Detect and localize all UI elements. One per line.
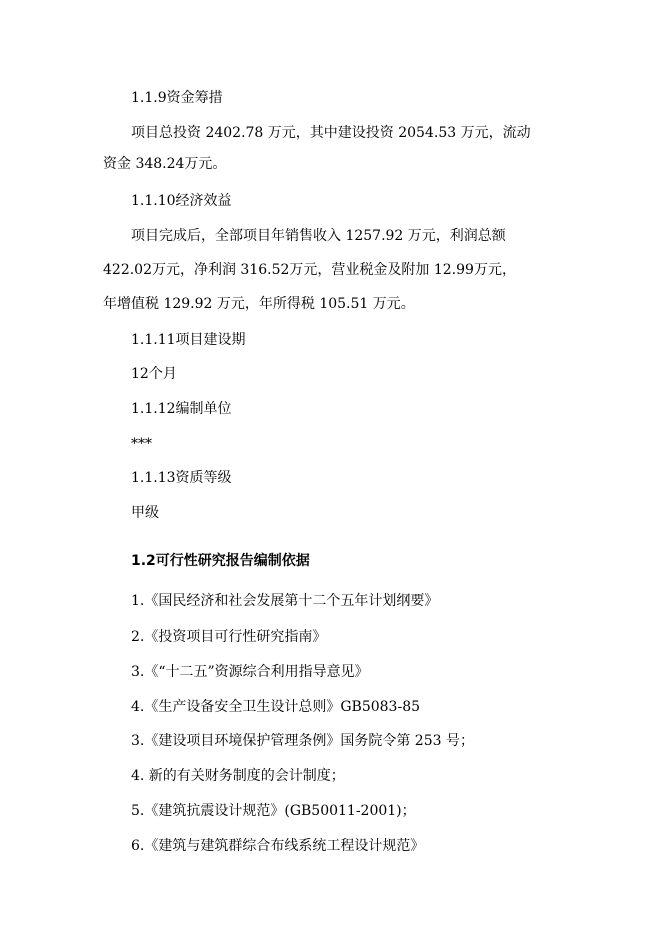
heading-1-1-9: 1.1.9资金筹措 (131, 90, 223, 106)
funding-paragraph-line-1: 项目总投资 2402.78 万元，其中建设投资 2054.53 万元，流动 (131, 125, 531, 141)
benefit-paragraph-line-2: 422.02万元，净利润 316.52万元，营业税金及附加 12.99万元， (103, 262, 516, 278)
heading-1-1-10: 1.1.10经济效益 (131, 193, 232, 209)
basis-item-8: 6.《建筑与建筑群综合布线系统工程设计规范》 (131, 838, 425, 854)
benefit-paragraph-line-1: 项目完成后，全部项目年销售收入 1257.92 万元，利润总额 (131, 228, 506, 244)
compiling-unit-value: *** (131, 436, 152, 452)
basis-item-7: 5.《建筑抗震设计规范》(GB50011-2001)； (131, 803, 416, 819)
construction-period-value: 12个月 (131, 366, 177, 382)
heading-1-1-11: 1.1.11项目建设期 (131, 332, 246, 348)
basis-item-4: 4.《生产设备安全卫生设计总则》GB5083-85 (131, 699, 421, 715)
qualification-level-value: 甲级 (131, 505, 159, 521)
basis-item-6: 4. 新的有关财务制度的会计制度； (131, 768, 345, 784)
funding-paragraph-line-2: 资金 348.24万元。 (103, 156, 227, 172)
heading-1-1-12: 1.1.12编制单位 (131, 401, 232, 417)
heading-1-1-13: 1.1.13资质等级 (131, 470, 232, 486)
basis-item-3: 3.《“十二五”资源综合利用指导意见》 (131, 664, 369, 680)
basis-item-1: 1.《国民经济和社会发展第十二个五年计划纲要》 (131, 593, 439, 609)
benefit-paragraph-line-3: 年增值税 129.92 万元，年所得税 105.51 万元。 (103, 296, 415, 312)
heading-1-2: 1.2可行性研究报告编制依据 (131, 553, 310, 569)
basis-item-5: 3.《建设项目环境保护管理条例》国务院令第 253 号； (131, 733, 474, 749)
basis-item-2: 2.《投资项目可行性研究指南》 (131, 629, 327, 645)
